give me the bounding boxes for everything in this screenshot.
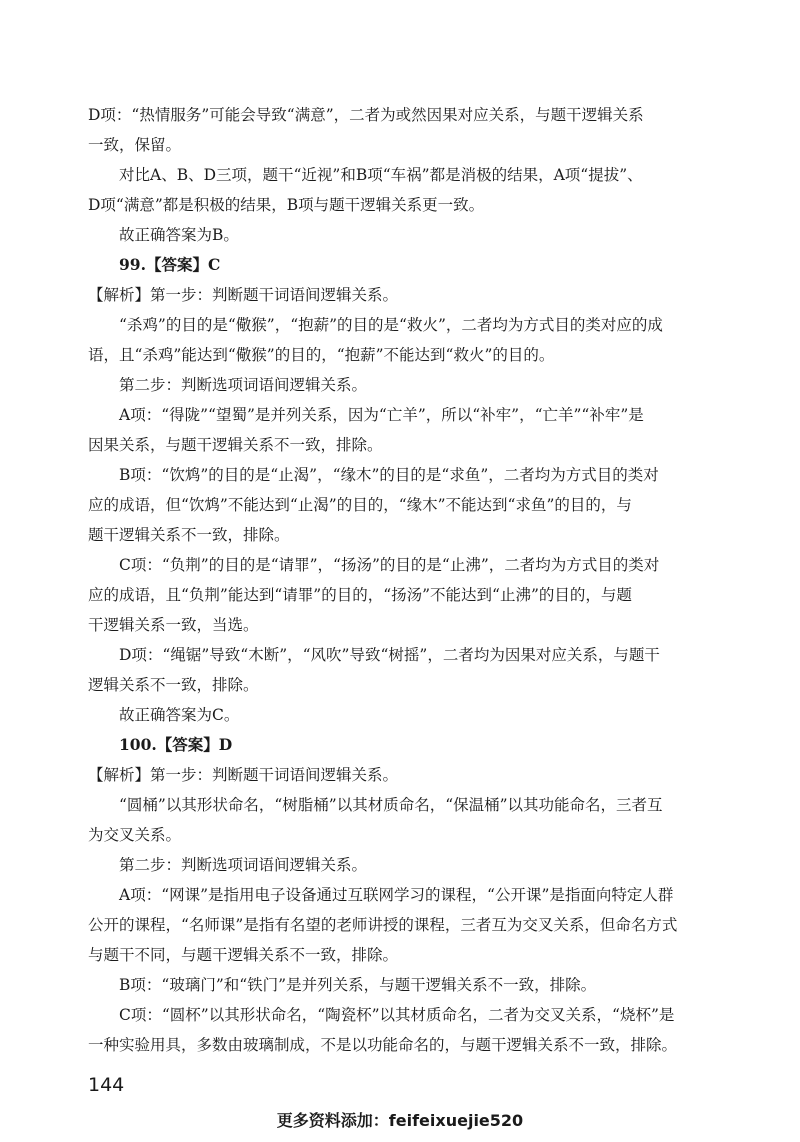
text-line: 一种实验用具，多数由玻璃制成，不是以功能命名的，与题干逻辑关系不一致，排除。 xyxy=(88,1036,678,1054)
text-line: 一致，保留。 xyxy=(88,136,182,154)
text-line: 逻辑关系不一致，排除。 xyxy=(88,676,259,694)
text-line: “圆桶”以其形状命名，“树脂桶”以其材质命名，“保温桶”以其功能命名，三者互 xyxy=(119,796,663,814)
text-line: 应的成语，但“饮鸩”不能达到“止渴”的目的，“缘木”不能达到“求鱼”的目的，与 xyxy=(88,496,632,514)
page-number: 144 xyxy=(88,1074,125,1096)
text-line: 干逻辑关系一致，当选。 xyxy=(88,616,259,634)
text-line: 应的成语，且“负荆”能达到“请罪”的目的，“扬汤”不能达到“止沸”的目的，与题 xyxy=(88,586,632,604)
text-line: A项：“得陇”“望蜀”是并列关系，因为“亡羊”，所以“补牢”，“亡羊”“补牢”是 xyxy=(119,406,644,424)
analysis-step-line: 【解析】第一步：判断题干词语间逻辑关系。 xyxy=(88,766,399,784)
document-body xyxy=(88,100,718,1060)
step-line: 第二步：判断选项词语间逻辑关系。 xyxy=(119,376,368,394)
text-line: D项“满意”都是积极的结果，B项与题干逻辑关系更一致。 xyxy=(88,196,485,214)
text-line: D项：“绳锯”导致“木断”，“风吹”导致“树摇”，二者均为因果对应关系，与题干 xyxy=(119,646,660,664)
conclusion-line: 故正确答案为B。 xyxy=(119,226,239,244)
text-line: 与题干不同，与题干逻辑关系不一致，排除。 xyxy=(88,946,399,964)
text-line: A项：“网课”是指用电子设备通过互联网学习的课程，“公开课”是指面向特定人群 xyxy=(119,886,674,904)
text-line: 公开的课程，“名师课”是指有名望的老师讲授的课程，三者互为交叉关系，但命名方式 xyxy=(88,916,678,934)
text-line: “杀鸡”的目的是“儆猴”，“抱薪”的目的是“救火”，二者均为方式目的类对应的成 xyxy=(119,316,663,334)
step-line: 第二步：判断选项词语间逻辑关系。 xyxy=(119,856,368,874)
answer-heading-100: 100.【答案】D xyxy=(119,735,233,754)
text-line: 语，且“杀鸡”能达到“儆猴”的目的，“抱薪”不能达到“救火”的目的。 xyxy=(88,346,555,364)
text-line: 对比A、B、D三项，题干“近视”和B项“车祸”都是消极的结果，A项“提拔”、 xyxy=(119,166,643,184)
analysis-step-line: 【解析】第一步：判断题干词语间逻辑关系。 xyxy=(88,286,399,304)
text-line: B项：“饮鸩”的目的是“止渴”，“缘木”的目的是“求鱼”，二者均为方式目的类对 xyxy=(119,466,659,484)
text-line: 题干逻辑关系不一致，排除。 xyxy=(88,526,290,544)
answer-heading-99: 99.【答案】C xyxy=(119,255,221,274)
footer-note: 更多资料添加：feifeixuejie520 xyxy=(276,1111,524,1130)
conclusion-line: 故正确答案为C。 xyxy=(119,706,240,724)
text-line: C项：“圆杯”以其形状命名，“陶瓷杯”以其材质命名，二者为交叉关系，“烧杯”是 xyxy=(119,1006,675,1024)
text-line: B项：“玻璃门”和“铁门”是并列关系，与题干逻辑关系不一致，排除。 xyxy=(119,976,597,994)
text-line: D项：“热情服务”可能会导致“满意”，二者为或然因果对应关系，与题干逻辑关系 xyxy=(88,106,644,124)
text-line: C项：“负荆”的目的是“请罪”，“扬汤”的目的是“止沸”，二者均为方式目的类对 xyxy=(119,556,660,574)
text-line: 因果关系，与题干逻辑关系不一致，排除。 xyxy=(88,436,383,454)
text-line: 为交叉关系。 xyxy=(88,826,182,844)
